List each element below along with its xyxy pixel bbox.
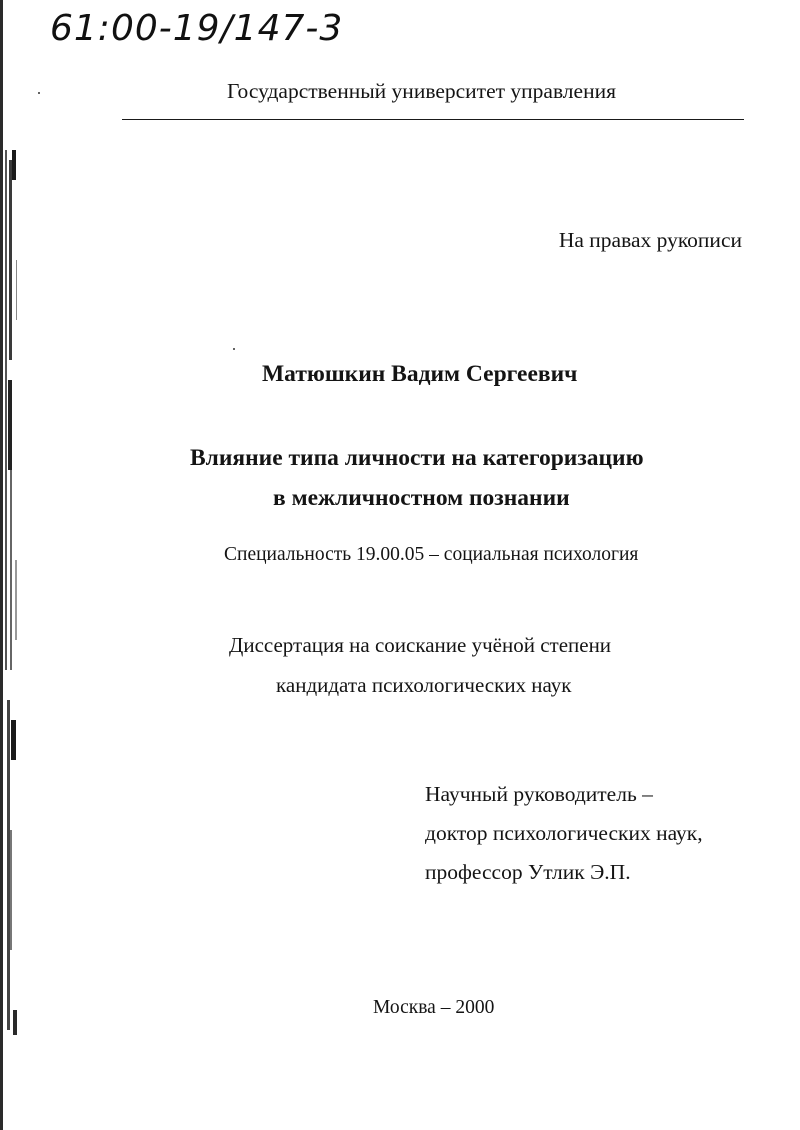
- scan-speck: [38, 92, 40, 94]
- header-divider: [122, 119, 744, 120]
- speciality: Специальность 19.00.05 – социальная психология: [224, 544, 639, 565]
- supervisor-line-1: Научный руководитель –: [425, 782, 653, 806]
- scan-speck: [233, 348, 235, 350]
- supervisor-line-3: профессор Утлик Э.П.: [425, 860, 631, 884]
- thesis-title-line-1: Влияние типа личности на категоризацию: [190, 445, 644, 471]
- scan-binding-edge: [0, 0, 26, 1130]
- archive-code-text: 61:00-19/147-3: [50, 8, 344, 49]
- university-name: Государственный университет управления: [227, 79, 616, 103]
- author-name: Матюшкин Вадим Сергеевич: [262, 361, 578, 387]
- degree-line-2: кандидата психологических наук: [276, 673, 572, 697]
- archive-code-handwritten: [48, 2, 358, 50]
- degree-line-1: Диссертация на соискание учёной степени: [229, 633, 612, 657]
- rights-note: На правах рукописи: [558, 228, 742, 252]
- supervisor-line-2: доктор психологических наук,: [425, 821, 703, 845]
- city-year: Москва – 2000: [373, 997, 495, 1018]
- thesis-title-line-2: в межличностном познании: [273, 485, 570, 511]
